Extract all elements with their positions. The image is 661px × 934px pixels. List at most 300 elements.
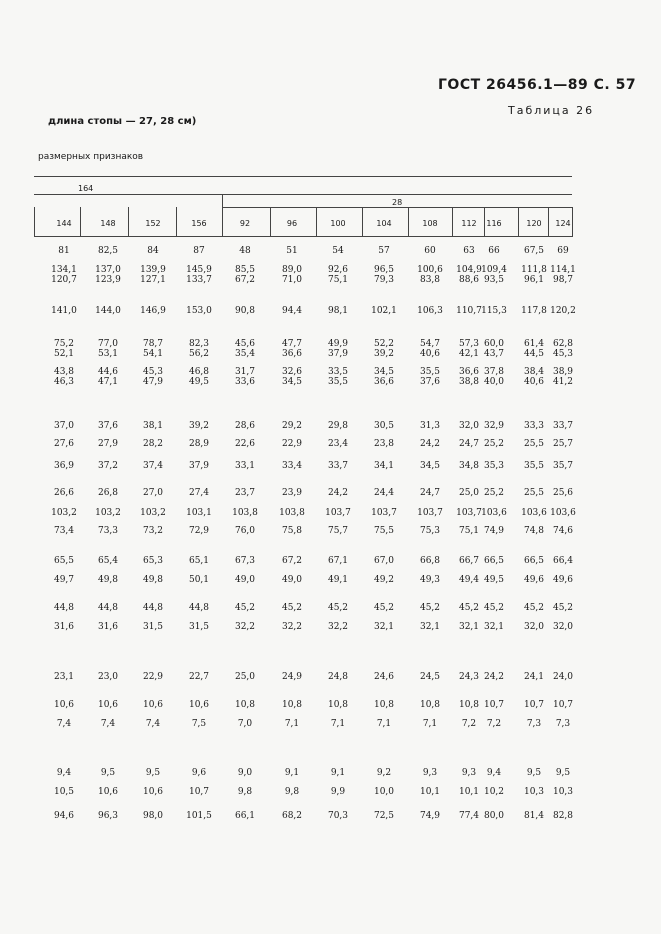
table-cell: 103,2 [140,508,166,518]
table-cell: 65,3 [142,556,164,566]
table-cell: 103,6 [550,508,576,518]
table-cell: 75,3 [419,526,441,536]
table-cell: 26,6 [53,488,75,498]
table-cell: 45,3 [552,349,574,359]
table-cell: 36,6 [373,377,395,387]
table-cell: 77,0 [97,339,119,349]
table-cell: 22,7 [188,672,210,682]
table-cell: 10,3 [523,787,545,797]
table-cell: 9,2 [376,768,392,778]
table-cell: 27,4 [188,488,210,498]
table-cell: 93,5 [483,275,505,285]
table-cell: 44,8 [142,603,164,613]
table-cell: 44,6 [97,367,119,377]
table-cell: 33,7 [327,461,349,471]
table-cell: 70,3 [327,811,349,821]
table-cell: 72,5 [373,811,395,821]
table-cell: 33,6 [234,377,256,387]
column-header: 96 [286,219,298,228]
table-cell: 31,6 [53,622,75,632]
table-cell: 10,1 [458,787,480,797]
table-cell: 37,4 [142,461,164,471]
column-rule [270,207,271,236]
table-cell: 7,1 [284,719,300,729]
table-cell: 72,9 [188,526,210,536]
table-cell: 33,4 [281,461,303,471]
table-cell: 68,2 [281,811,303,821]
rule-group-divider [222,194,223,208]
table-cell: 106,3 [417,306,443,316]
table-cell: 9,1 [284,768,300,778]
table-cell: 35,5 [327,377,349,387]
table-cell: 49,5 [188,377,210,387]
column-rule [548,207,549,236]
column-rule [222,207,223,236]
table-cell: 141,0 [51,306,77,316]
table-cell: 10,5 [53,787,75,797]
column-rule [572,207,573,237]
table-cell: 32,1 [483,622,505,632]
table-cell: 33,7 [552,421,574,431]
table-cell: 94,4 [281,306,303,316]
table-cell: 103,7 [456,508,482,518]
table-cell: 7,3 [555,719,571,729]
table-cell: 45,2 [234,603,256,613]
rule-top [34,176,572,177]
table-cell: 29,8 [327,421,349,431]
table-cell: 49,1 [327,575,349,585]
table-cell: 81,4 [523,811,545,821]
table-cell: 45,2 [281,603,303,613]
table-cell: 32,0 [458,421,480,431]
table-cell: 36,9 [53,461,75,471]
table-cell: 35,5 [523,461,545,471]
table-cell: 120,2 [550,306,576,316]
table-cell: 9,5 [555,768,571,778]
table-cell: 23,0 [97,672,119,682]
column-rule [484,207,485,236]
table-cell: 67,2 [281,556,303,566]
table-cell: 27,6 [53,439,75,449]
table-cell: 32,1 [458,622,480,632]
table-cell: 10,8 [281,700,303,710]
table-cell: 33,5 [327,367,349,377]
column-rule [316,207,317,236]
table-cell: 38,9 [552,367,574,377]
table-cell: 144,0 [95,306,121,316]
table-cell: 39,2 [373,349,395,359]
table-cell: 54,7 [419,339,441,349]
table-cell: 10,8 [373,700,395,710]
table-cell: 10,6 [53,700,75,710]
table-cell: 38,4 [523,367,545,377]
table-cell: 47,1 [97,377,119,387]
table-cell: 98,0 [142,811,164,821]
table-cell: 67,5 [523,246,545,256]
table-cell: 45,2 [419,603,441,613]
column-rule [408,207,409,236]
table-cell: 25,6 [552,488,574,498]
table-cell: 46,3 [53,377,75,387]
table-cell: 37,8 [483,367,505,377]
table-cell: 33,1 [234,461,256,471]
table-cell: 31,5 [142,622,164,632]
table-cell: 51 [286,246,298,256]
table-cell: 24,9 [281,672,303,682]
column-header: 104 [376,219,392,228]
table-cell: 37,9 [327,349,349,359]
table-cell: 63 [463,246,475,256]
table-cell: 44,8 [188,603,210,613]
table-cell: 103,1 [186,508,212,518]
table-cell: 66 [488,246,500,256]
table-cell: 38,1 [142,421,164,431]
rule-group-right [222,207,572,208]
table-cell: 73,4 [53,526,75,536]
group-label-right: 28 [392,198,403,207]
table-cell: 53,1 [97,349,119,359]
table-cell: 32,9 [483,421,505,431]
column-header: 120 [526,219,542,228]
table-cell: 9,4 [56,768,72,778]
table-cell: 7,4 [145,719,161,729]
table-cell: 134,1 [51,265,77,275]
table-cell: 35,3 [483,461,505,471]
table-cell: 10,7 [188,787,210,797]
table-cell: 22,9 [142,672,164,682]
table-cell: 65,4 [97,556,119,566]
table-cell: 54 [332,246,344,256]
table-cell: 96,1 [523,275,545,285]
table-cell: 31,5 [188,622,210,632]
table-cell: 49,0 [281,575,303,585]
table-cell: 7,2 [461,719,477,729]
table-cell: 81 [58,246,70,256]
table-cell: 43,8 [53,367,75,377]
table-cell: 34,1 [373,461,395,471]
section-label: размерных признаков [38,152,144,162]
table-cell: 24,1 [523,672,545,682]
table-cell: 44,5 [523,349,545,359]
table-cell: 28,9 [188,439,210,449]
table-cell: 74,8 [523,526,545,536]
column-header: 92 [239,219,251,228]
table-cell: 35,5 [419,367,441,377]
table-subtitle: длина стопы — 27, 28 см) [48,116,197,127]
table-cell: 62,8 [552,339,574,349]
table-cell: 25,5 [523,439,545,449]
table-cell: 103,7 [371,508,397,518]
column-header: 112 [461,219,477,228]
table-cell: 75,2 [53,339,75,349]
table-cell: 9,8 [237,787,253,797]
column-header: 144 [56,219,72,228]
table-cell: 54,1 [142,349,164,359]
table-cell: 47,9 [142,377,164,387]
table-cell: 71,0 [281,275,303,285]
table-cell: 82,8 [552,811,574,821]
table-cell: 43,7 [483,349,505,359]
column-header: 156 [191,219,207,228]
table-cell: 139,9 [140,265,166,275]
table-cell: 110,7 [456,306,482,316]
table-cell: 25,5 [523,488,545,498]
table-cell: 24,4 [373,488,395,498]
table-cell: 22,6 [234,439,256,449]
table-cell: 49,2 [373,575,395,585]
column-rule [362,207,363,236]
table-cell: 75,8 [281,526,303,536]
table-cell: 24,7 [458,439,480,449]
table-cell: 10,6 [142,700,164,710]
table-cell: 9,5 [526,768,542,778]
table-cell: 10,6 [97,700,119,710]
column-rule [176,207,177,236]
table-cell: 65,5 [53,556,75,566]
table-cell: 49,8 [97,575,119,585]
table-cell: 34,5 [373,367,395,377]
table-cell: 32,1 [419,622,441,632]
table-cell: 7,4 [100,719,116,729]
table-cell: 26,8 [97,488,119,498]
table-cell: 75,1 [458,526,480,536]
table-cell: 9,5 [145,768,161,778]
table-cell: 10,7 [483,700,505,710]
table-cell: 66,5 [523,556,545,566]
table-cell: 109,4 [481,265,507,275]
rule-header-bottom [34,236,572,237]
column-rule [128,207,129,236]
table-cell: 49,0 [234,575,256,585]
table-cell: 82,5 [97,246,119,256]
table-cell: 32,2 [234,622,256,632]
table-cell: 103,7 [325,508,351,518]
table-cell: 103,8 [232,508,258,518]
table-cell: 24,5 [419,672,441,682]
table-cell: 103,8 [279,508,305,518]
table-cell: 45,6 [234,339,256,349]
table-cell: 115,3 [481,306,507,316]
table-cell: 7,3 [526,719,542,729]
table-cell: 10,8 [419,700,441,710]
table-cell: 35,4 [234,349,256,359]
table-cell: 114,1 [550,265,576,275]
standard-code: ГОСТ 26456.1—89 С. 57 [438,77,637,93]
table-cell: 23,7 [234,488,256,498]
table-cell: 7,2 [486,719,502,729]
table-cell: 10,0 [373,787,395,797]
column-header: 124 [555,219,571,228]
table-cell: 74,6 [552,526,574,536]
table-cell: 10,1 [419,787,441,797]
table-cell: 60 [424,246,436,256]
table-cell: 30,5 [373,421,395,431]
table-cell: 23,9 [281,488,303,498]
table-cell: 32,1 [373,622,395,632]
table-cell: 69 [557,246,569,256]
column-header: 152 [145,219,161,228]
table-cell: 103,6 [521,508,547,518]
table-cell: 32,2 [281,622,303,632]
table-cell: 73,3 [97,526,119,536]
table-cell: 127,1 [140,275,166,285]
table-cell: 103,6 [481,508,507,518]
table-cell: 41,2 [552,377,574,387]
table-cell: 25,2 [483,488,505,498]
table-cell: 25,0 [458,488,480,498]
table-cell: 7,1 [376,719,392,729]
table-cell: 25,0 [234,672,256,682]
table-cell: 10,2 [483,787,505,797]
table-cell: 66,5 [483,556,505,566]
table-cell: 94,6 [53,811,75,821]
table-cell: 32,0 [552,622,574,632]
table-cell: 9,5 [100,768,116,778]
table-cell: 66,7 [458,556,480,566]
table-cell: 9,6 [191,768,207,778]
table-cell: 67,1 [327,556,349,566]
table-cell: 31,6 [97,622,119,632]
column-header: 100 [330,219,346,228]
table-cell: 28,2 [142,439,164,449]
table-cell: 37,9 [188,461,210,471]
table-cell: 117,8 [521,306,547,316]
table-cell: 92,6 [327,265,349,275]
table-cell: 78,7 [142,339,164,349]
table-cell: 57,3 [458,339,480,349]
table-cell: 23,4 [327,439,349,449]
table-cell: 66,4 [552,556,574,566]
table-cell: 77,4 [458,811,480,821]
table-cell: 85,5 [234,265,256,275]
table-cell: 10,8 [327,700,349,710]
table-cell: 49,6 [552,575,574,585]
table-cell: 137,0 [95,265,121,275]
table-cell: 37,2 [97,461,119,471]
table-cell: 39,2 [188,421,210,431]
table-cell: 103,7 [417,508,443,518]
table-cell: 83,8 [419,275,441,285]
table-cell: 76,0 [234,526,256,536]
table-cell: 67,3 [234,556,256,566]
table-cell: 45,2 [373,603,395,613]
table-cell: 75,5 [373,526,395,536]
table-cell: 56,2 [188,349,210,359]
table-cell: 79,3 [373,275,395,285]
table-cell: 10,6 [188,700,210,710]
table-cell: 24,2 [419,439,441,449]
table-cell: 104,9 [456,265,482,275]
table-cell: 74,9 [483,526,505,536]
table-cell: 24,3 [458,672,480,682]
table-cell: 24,0 [552,672,574,682]
table-number: Таблица 26 [508,104,595,117]
table-cell: 123,9 [95,275,121,285]
table-cell: 45,2 [552,603,574,613]
table-cell: 29,2 [281,421,303,431]
table-cell: 98,7 [552,275,574,285]
table-cell: 23,1 [53,672,75,682]
rule-group-top [34,194,572,195]
table-cell: 88,6 [458,275,480,285]
table-cell: 61,4 [523,339,545,349]
table-cell: 49,4 [458,575,480,585]
table-cell: 10,7 [552,700,574,710]
column-rule [80,207,81,236]
table-cell: 10,7 [523,700,545,710]
table-cell: 49,8 [142,575,164,585]
table-cell: 45,2 [523,603,545,613]
table-cell: 145,9 [186,265,212,275]
table-cell: 34,8 [458,461,480,471]
table-cell: 49,6 [523,575,545,585]
table-cell: 25,7 [552,439,574,449]
table-cell: 60,0 [483,339,505,349]
group-label-left: 164 [78,184,94,193]
table-cell: 49,9 [327,339,349,349]
table-cell: 31,3 [419,421,441,431]
table-cell: 42,1 [458,349,480,359]
table-cell: 98,1 [327,306,349,316]
table-cell: 45,2 [327,603,349,613]
table-cell: 9,3 [422,768,438,778]
table-cell: 65,1 [188,556,210,566]
table-cell: 47,7 [281,339,303,349]
table-cell: 27,9 [97,439,119,449]
table-cell: 7,1 [330,719,346,729]
table-cell: 9,3 [461,768,477,778]
table-cell: 7,4 [56,719,72,729]
table-cell: 45,3 [142,367,164,377]
table-cell: 9,9 [330,787,346,797]
table-cell: 66,8 [419,556,441,566]
table-cell: 45,2 [483,603,505,613]
table-cell: 28,6 [234,421,256,431]
table-cell: 66,1 [234,811,256,821]
table-cell: 101,5 [186,811,212,821]
table-cell: 22,9 [281,439,303,449]
table-cell: 103,2 [95,508,121,518]
column-rule [518,207,519,236]
table-cell: 45,2 [458,603,480,613]
table-cell: 48 [239,246,251,256]
table-cell: 10,6 [97,787,119,797]
table-cell: 7,1 [422,719,438,729]
table-cell: 10,8 [458,700,480,710]
table-cell: 40,6 [419,349,441,359]
table-cell: 57 [378,246,390,256]
table-cell: 24,6 [373,672,395,682]
table-cell: 10,3 [552,787,574,797]
table-cell: 75,7 [327,526,349,536]
table-cell: 84 [147,246,159,256]
table-cell: 34,5 [281,377,303,387]
table-cell: 24,2 [483,672,505,682]
table-cell: 9,4 [486,768,502,778]
table-cell: 75,1 [327,275,349,285]
table-cell: 52,1 [53,349,75,359]
table-cell: 89,0 [281,265,303,275]
table-cell: 96,5 [373,265,395,275]
table-cell: 120,7 [51,275,77,285]
table-cell: 49,5 [483,575,505,585]
column-rule [34,207,35,237]
table-cell: 146,9 [140,306,166,316]
table-cell: 102,1 [371,306,397,316]
table-cell: 40,6 [523,377,545,387]
table-cell: 33,3 [523,421,545,431]
table-cell: 7,5 [191,719,207,729]
